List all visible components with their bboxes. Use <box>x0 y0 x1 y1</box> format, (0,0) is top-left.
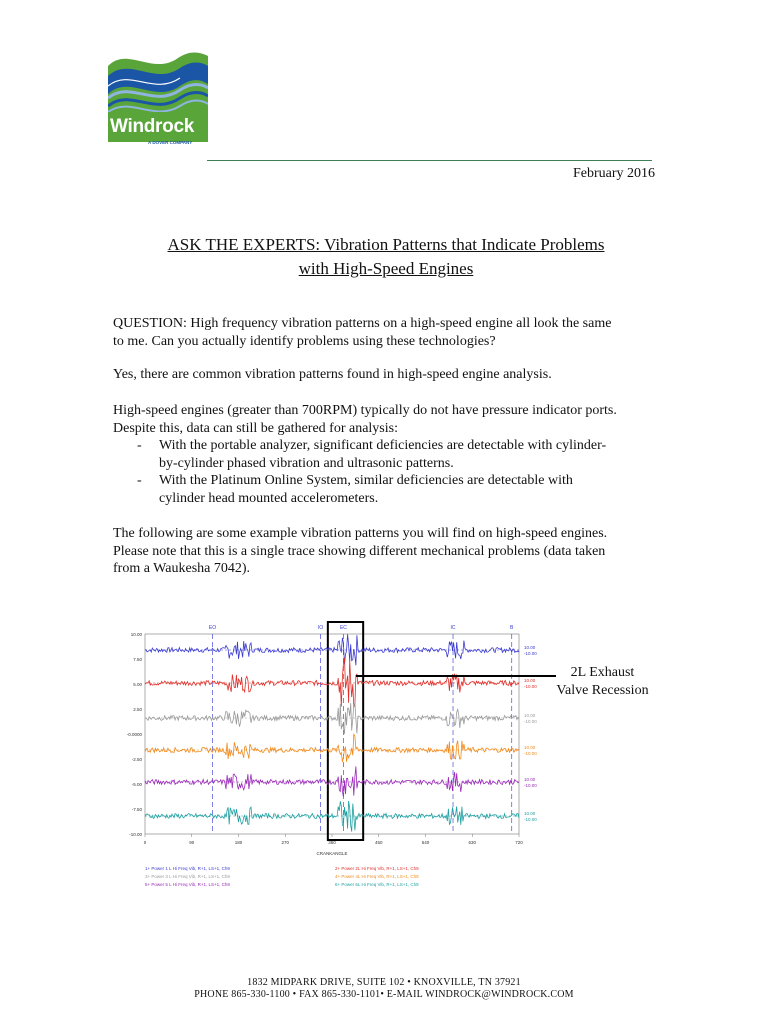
y-tick-label: -10.00 <box>129 832 142 837</box>
series-scale-bottom: -10.00 <box>524 817 537 822</box>
series-scale-bottom: -10.00 <box>524 751 537 756</box>
footer-address: 1832 MIDPARK DRIVE, SUITE 102 • KNOXVILLE, TN 37921 <box>247 977 521 988</box>
x-tick-label: 720 <box>515 840 523 845</box>
page-footer <box>0 977 768 1001</box>
plot-frame <box>145 634 519 834</box>
series-trace <box>145 766 519 797</box>
series-scale-top: 10.00 <box>524 811 536 816</box>
series-scale-bottom: -10.00 <box>524 783 537 788</box>
x-tick-label: 630 <box>468 840 477 845</box>
bullet-dash: - <box>137 438 142 453</box>
bullet-list <box>113 437 661 507</box>
header-rule <box>207 160 652 161</box>
examples-line-1: The following are some example vibration patterns you will find on high-speed engines. <box>113 526 608 541</box>
question-line-1: QUESTION: High frequency vibration patterns on a high-speed engine all look the same <box>113 316 612 331</box>
series-scale-top: 10.00 <box>524 645 536 650</box>
bullet-item <box>113 437 661 472</box>
y-tick-label: 5.00 <box>133 682 142 687</box>
legend-entry: 5+ Power 5 L Hi Freq Vib, R+1, LS+1, Ch9 <box>145 882 230 887</box>
legend-entry: 6+ Power 6L Hi Freq Vib, R+1, LS+1, Ch9 <box>335 882 419 887</box>
event-marker-label: IC <box>450 625 456 631</box>
examples-line-3: from a Waukesha 7042). <box>113 561 251 576</box>
y-tick-label: -2.50 <box>131 757 142 762</box>
bullet-line: With the Platinum Online System, similar deficiencies are detectable with <box>159 473 573 488</box>
series-scale-top: 10.00 <box>524 745 536 750</box>
y-tick-label: 10.00 <box>130 632 142 637</box>
event-marker-label: EO <box>208 625 217 631</box>
examples-paragraph <box>113 525 661 578</box>
title-line-1: ASK THE EXPERTS: Vibration Patterns that Indicate Problems <box>167 235 605 254</box>
examples-line-2: Please note that this is a single trace showing different mechanical problems (data taken <box>113 543 606 559</box>
y-tick-label: -5.00 <box>131 782 142 787</box>
bullet-dash: - <box>137 473 142 488</box>
series-scale-top: 10.00 <box>524 713 536 718</box>
intro-paragraph <box>113 402 661 437</box>
x-tick-label: 0 <box>143 840 147 845</box>
title-line-2: with High-Speed Engines <box>298 259 474 278</box>
windrock-logo <box>108 46 208 150</box>
footer-contact: PHONE 865-330-1100 • FAX 865-330-1101• E-MAIL WINDROCK@WINDROCK.COM <box>194 989 574 1000</box>
legend-entry: 3+ Power 3 L Hi Freq Vib, R+1, LS+1, Ch9 <box>145 874 230 879</box>
answer-line: Yes, there are common vibration patterns found in high-speed engine analysis. <box>113 367 552 382</box>
bullet-line: With the portable analyzer, significant deficiencies are detectable with cylinder- <box>159 438 607 453</box>
logo-tagline: A DOVER COMPANY <box>148 140 193 145</box>
x-axis-label: CRANKANGLE <box>316 851 348 856</box>
x-tick-label: 90 <box>189 840 195 845</box>
y-tick-label: 7.50 <box>133 657 142 662</box>
answer-paragraph <box>113 366 661 384</box>
bullet-line: by-cylinder phased vibration and ultrasonic patterns. <box>159 455 454 471</box>
x-tick-label: 270 <box>281 840 290 845</box>
intro-line-1: High-speed engines (greater than 700RPM) typically do not have pressure indicator ports. <box>113 403 617 418</box>
legend-entry: 4+ Power 4L Hi Freq Vib, R+1, LS+1, Ch9 <box>335 874 419 879</box>
y-tick-label: -7.50 <box>131 807 142 812</box>
event-marker-label: IO <box>317 625 324 631</box>
legend-entry: 2+ Power 2L Hi Freq Vib, R+1, LS+1, Ch9 <box>335 866 419 871</box>
x-tick-label: 450 <box>374 840 383 845</box>
event-marker-label: B <box>510 625 514 631</box>
y-tick-label: -0.0000 <box>126 732 142 737</box>
annotation-line-2: Valve Recession <box>556 683 649 698</box>
series-scale-bottom: -10.00 <box>524 719 537 724</box>
legend-entry: 1+ Power 1 L Hi Freq Vib, R+1, LS+1, Ch9 <box>145 866 230 871</box>
x-tick-label: 360 <box>328 840 336 845</box>
article-title <box>100 233 672 281</box>
bullet-line: cylinder head mounted accelerometers. <box>159 490 379 506</box>
x-tick-label: 540 <box>421 840 430 845</box>
series-scale-top: 10.00 <box>524 678 536 683</box>
series-scale-bottom: -10.00 <box>524 684 537 689</box>
document-date: February 2016 <box>572 166 655 181</box>
annotation-pointer <box>356 670 556 684</box>
event-marker-label: EC <box>339 625 347 631</box>
chart-annotation <box>540 664 665 700</box>
series-scale-bottom: -10.00 <box>524 651 537 656</box>
series-scale-top: 10.00 <box>524 777 536 782</box>
bullet-item <box>113 472 661 507</box>
vibration-chart <box>112 612 552 912</box>
question-paragraph <box>113 315 661 350</box>
y-tick-label: 2.50 <box>133 707 142 712</box>
x-tick-label: 180 <box>234 840 243 845</box>
intro-line-2: Despite this, data can still be gathered for analysis: <box>113 420 398 436</box>
series-trace <box>145 734 519 762</box>
annotation-line-1: 2L Exhaust <box>570 665 635 680</box>
logo-wordmark: Windrock <box>110 116 194 137</box>
question-line-2: to me. Can you actually identify problems using these technologies? <box>113 333 496 349</box>
